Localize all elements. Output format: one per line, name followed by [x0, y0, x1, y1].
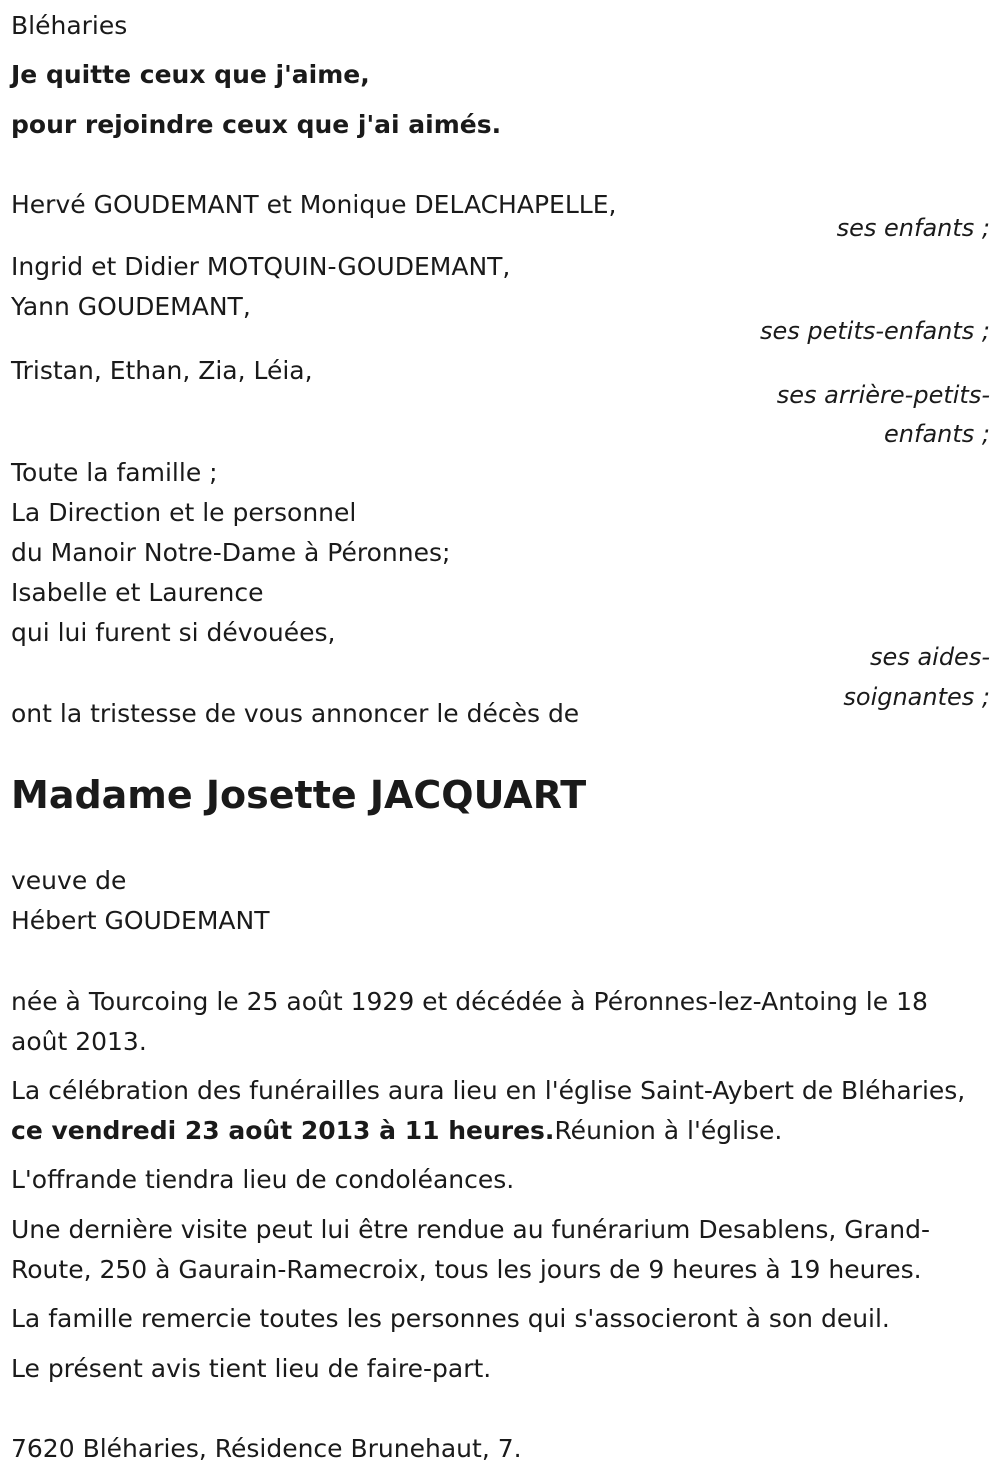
others-line-5: qui lui furent si dévouées, [11, 618, 336, 647]
others-line-4: Isabelle et Laurence [11, 578, 264, 607]
quote-line-1: Je quitte ceux que j'aime, [11, 60, 370, 89]
funeral-paragraph [11, 1071, 986, 1151]
notice-paragraph: Le présent avis tient lieu de faire-part. [11, 1354, 492, 1383]
location-heading: Bléharies [11, 11, 128, 40]
grandchildren-line-1: Ingrid et Didier MOTQUIN-GOUDEMANT, [11, 252, 511, 281]
others-line-3: du Manoir Notre-Dame à Péronnes; [11, 538, 451, 567]
spouse-name: Hébert GOUDEMANT [11, 906, 270, 935]
address: 7620 Bléharies, Résidence Brunehaut, 7. [11, 1434, 522, 1463]
funeral-text-2: Réunion à l'église. [554, 1116, 783, 1145]
deceased-name: Madame Josette JACQUART [11, 773, 587, 817]
great-grandchildren-role-line-1: ses arrière-petits- [776, 381, 990, 409]
great-grandchildren-names: Tristan, Ethan, Zia, Léia, [11, 356, 313, 385]
birth-death-paragraph: née à Tourcoing le 25 août 1929 et décédée à Péronnes-lez-Antoing le 18 août 2013. [11, 987, 928, 1056]
visit-paragraph: Une dernière visite peut lui être rendue au funérarium Desablens, Grand-Route, 250 à Gaurain-Ramecroix, tous les jours de 9 heures à 19 heures. [11, 1215, 930, 1284]
others-line-1: Toute la famille ; [11, 458, 218, 487]
caregivers-role-line-2: soignantes ; [843, 683, 990, 711]
children-role: ses enfants ; [836, 214, 990, 242]
funeral-text-1: La célébration des funérailles aura lieu en l'église Saint-Aybert de Bléharies, [11, 1076, 966, 1105]
announcement: ont la tristesse de vous annoncer le décès de [11, 699, 580, 728]
offering-paragraph: L'offrande tiendra lieu de condoléances. [11, 1165, 515, 1194]
widow-of-label: veuve de [11, 866, 127, 895]
caregivers-role-line-1: ses aides- [870, 643, 990, 671]
quote-line-2: pour rejoindre ceux que j'ai aimés. [11, 110, 502, 139]
children-names: Hervé GOUDEMANT et Monique DELACHAPELLE, [11, 190, 617, 219]
great-grandchildren-role-line-2: enfants ; [884, 420, 990, 448]
thanks-paragraph: La famille remercie toutes les personnes qui s'associeront à son deuil. [11, 1304, 890, 1333]
funeral-date: ce vendredi 23 août 2013 à 11 heures. [11, 1116, 555, 1145]
grandchildren-role: ses petits-enfants ; [759, 317, 990, 345]
grandchildren-line-2: Yann GOUDEMANT, [11, 292, 251, 321]
others-line-2: La Direction et le personnel [11, 498, 357, 527]
